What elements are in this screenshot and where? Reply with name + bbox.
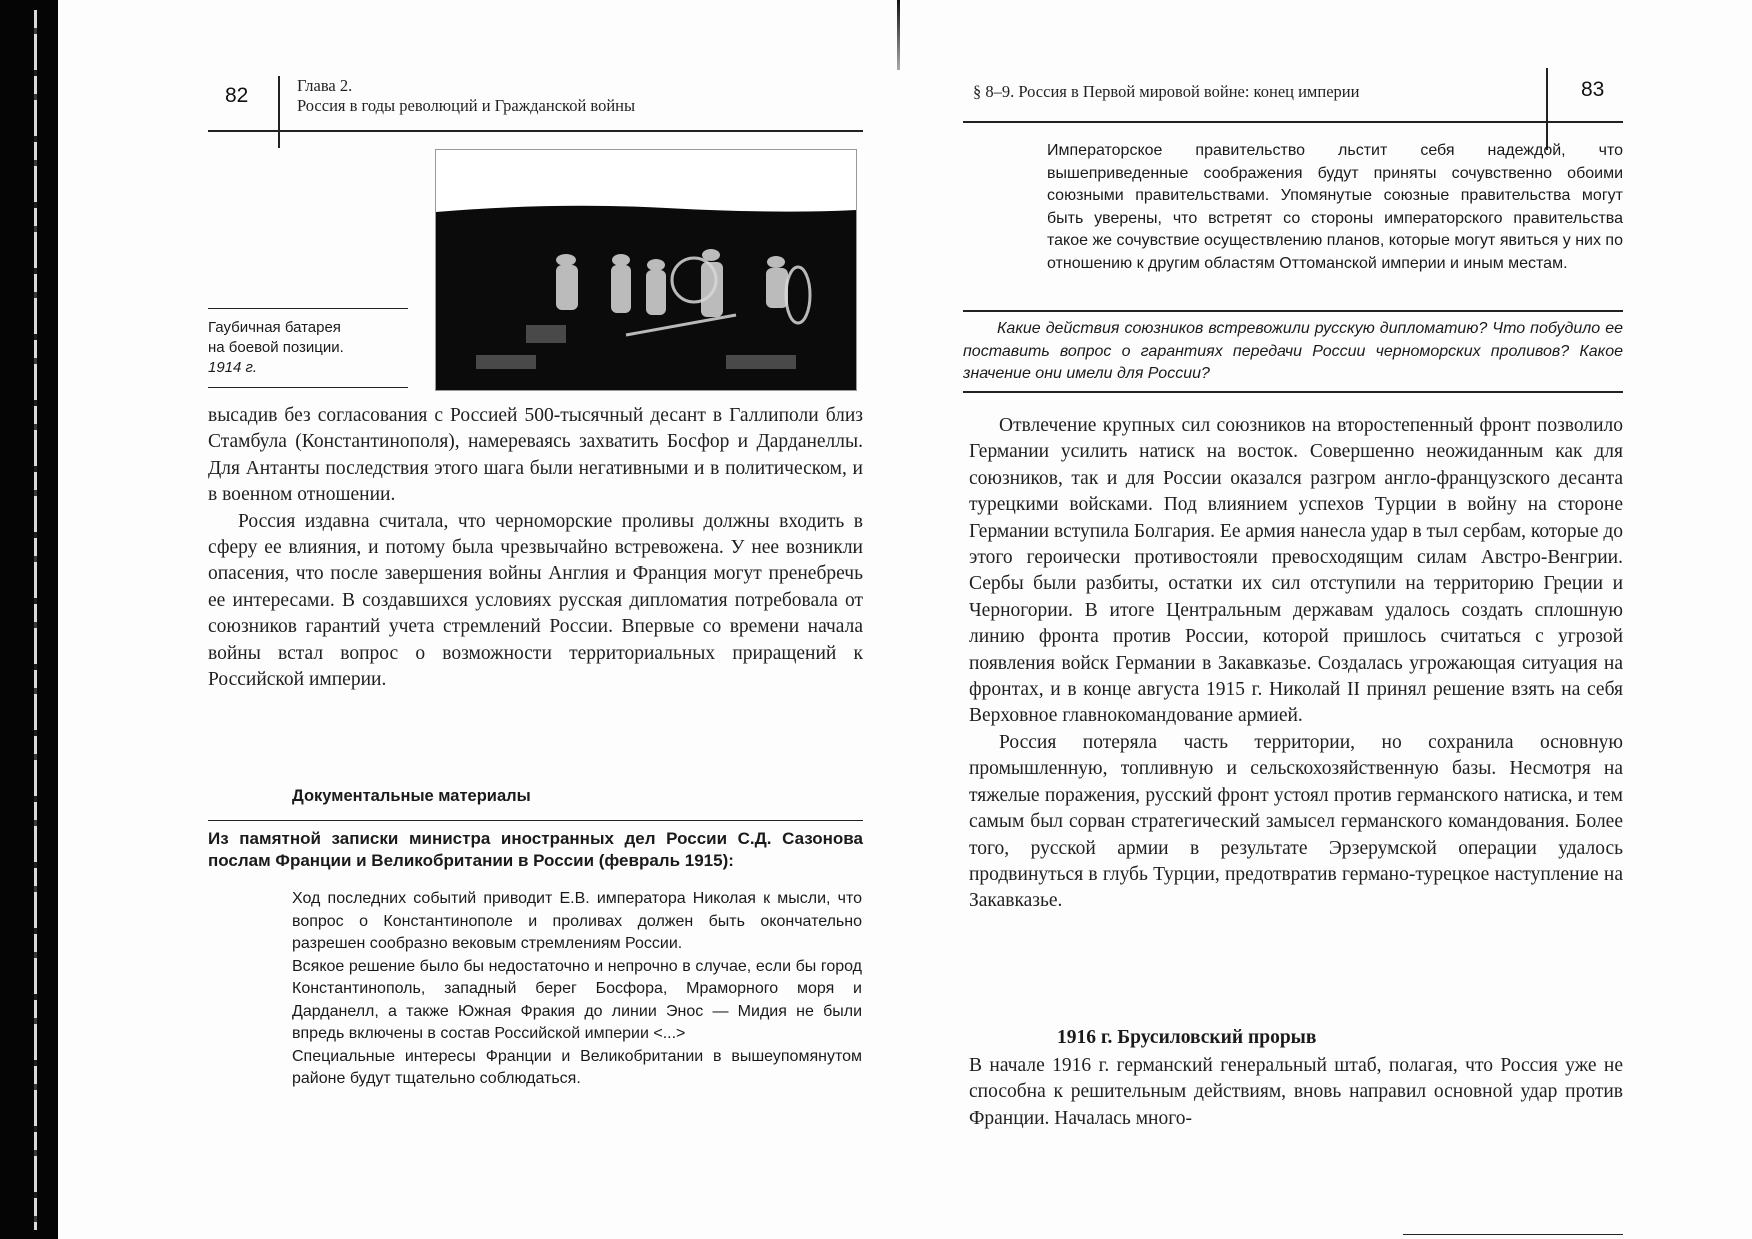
paragraph: В начале 1916 г. германский генеральный штаб, полагая, что Россия уже не способна к решительным действиям, вновь направил основной удар против Франции. Началась много-: [969, 1055, 1623, 1129]
review-questions: [963, 318, 1623, 386]
questions-rule-top: [963, 310, 1623, 312]
photo-image: [436, 150, 856, 390]
caption-rule-bottom: [208, 387, 408, 388]
caption-line: Гаубичная батарея: [208, 319, 341, 336]
paragraph: Россия издавна считала, что черноморские проливы должны входить в сферу ее влияния, и потому была чрезвычайно встревожена. У нее возникли опасения, что после завершения войны Англия и Франция могут пренебречь ее интересами. В создавшихся условиях русская дипломатия потребовала от союзников гарантий учета стремлений России. Впервые со времени начала войны встал вопрос о возможности территориальных приращений к Российской империи.: [208, 510, 863, 691]
document-source: Из памятной записки министра иностранных дел России С.Д. Сазонова послам Франции и Великобритании в России (февраль 1915):: [208, 829, 863, 870]
document-quote: [292, 888, 862, 1091]
caption-year: 1914 г.: [208, 359, 258, 376]
documents-rule: [208, 820, 863, 821]
running-head: [297, 76, 635, 116]
caption-line: на боевой позиции.: [208, 339, 344, 356]
header-vertical-rule: [1546, 68, 1548, 150]
body-text: [208, 403, 863, 693]
paragraph: Россия потеряла часть территории, но сохранила основную промышленную, топливную и сельскохозяйственную базы. Несмотря на тяжелые поражения, русский фронт устоял против германского натиска, и тем самым был сорван стратегический замысел германского командования. Более того, русской армии в результате Эрзерумской операции удалось продвинуться в глубь Турции, предотвратив германо-турецкое наступление на Закавказье.: [969, 731, 1623, 912]
running-head-chapter: Глава 2.: [297, 76, 353, 95]
binding-stitch: [34, 10, 37, 1230]
quote-paragraph: Всякое решение было бы недостаточно и непрочно в случае, если бы город Константинополь, западный берег Босфора, Мраморного моря и Дарданелл, а также Южная Фракия до линии Энос — Мидия не были впредь включены в состав Российской империи <...>: [292, 957, 862, 1042]
caption-rule-top: [208, 308, 408, 309]
page-number: 83: [1581, 78, 1605, 101]
header-rule: [208, 130, 863, 132]
header-rule: [963, 121, 1623, 123]
body-text: [969, 413, 1623, 915]
questions-rule-bottom: [963, 391, 1623, 393]
quote-paragraph: Ход последних событий приводит Е.В. императора Николая к мысли, что вопрос о Константинополе и проливах должен быть окончательно разрешен сообразно вековым стремлениям России.: [292, 890, 862, 952]
photo-caption: [208, 318, 408, 378]
documents-heading: Документальные материалы: [292, 787, 531, 805]
quote-paragraph: Специальные интересы Франции и Великобритании в вышеупомянутом районе будут тщательно соблюдаться.: [292, 1047, 862, 1087]
section-text: [969, 1053, 1623, 1132]
paragraph: высадив без согласования с Россией 500-тысячный десант в Галлиполи близ Стамбула (Константинополя), намереваясь захватить Босфор и Дарданеллы. Для Антанты последствия этого шага были негативными и в политическом, и в военном отношении.: [208, 405, 863, 506]
photo-howitzer-battery: [435, 149, 857, 391]
document-quote-continuation: Императорское правительство льстит себя надеждой, что вышеприведенные соображения будут приняты сочувственно обоими союзными правительствами. Упомянутые союзные правительства могут быть уверены, что встретят со стороны императорского правительства такое же сочувствие осуществлению планов, которые могут явиться у них по отношению к другим областям Оттоманской империи и иным местам.: [1047, 142, 1623, 272]
section-title: 1916 г. Брусиловский прорыв: [1057, 1027, 1317, 1048]
running-head: § 8–9. Россия в Первой мировой войне: конец империи: [973, 82, 1360, 101]
footer-rule: [1403, 1234, 1623, 1235]
running-head-title: Россия в годы революций и Гражданской войны: [297, 96, 636, 115]
gutter-shadow: [897, 0, 900, 70]
header-vertical-rule: [278, 76, 280, 148]
page-number: 82: [225, 84, 249, 107]
paragraph: Отвлечение крупных сил союзников на второстепенный фронт позволило Германии усилить натиск на восток. Совершенно неожиданным как для союзников, так и для России оказался разгром англо-французского десанта турецкими войсками. Под влиянием успехов Турции в войну на стороне Германии вступила Болгария. Ее армия нанесла удар в тыл сербам, которые до этого героически противостояли превосходящим силам Австро-Венгрии. Сербы были разбиты, остатки их сил отступили на территорию Греции и Черногории. В итоге Центральным державам удалось создать сплошную линию фронта против России, которой пришлось считаться с угрозой появления войск Германии в Закавказье. Создалась угрожающая ситуация на фронтах, и в конце августа 1915 г. Николай II принял решение взять на себя Верховное главнокомандование армией.: [969, 415, 1623, 727]
questions-text: Какие действия союзников встревожили русскую дипломатию? Что побудило ее поставить вопрос о гарантиях передачи России черноморских проливов? Какое значение они имели для России?: [963, 320, 1623, 382]
book-binding-edge: [0, 0, 58, 1239]
